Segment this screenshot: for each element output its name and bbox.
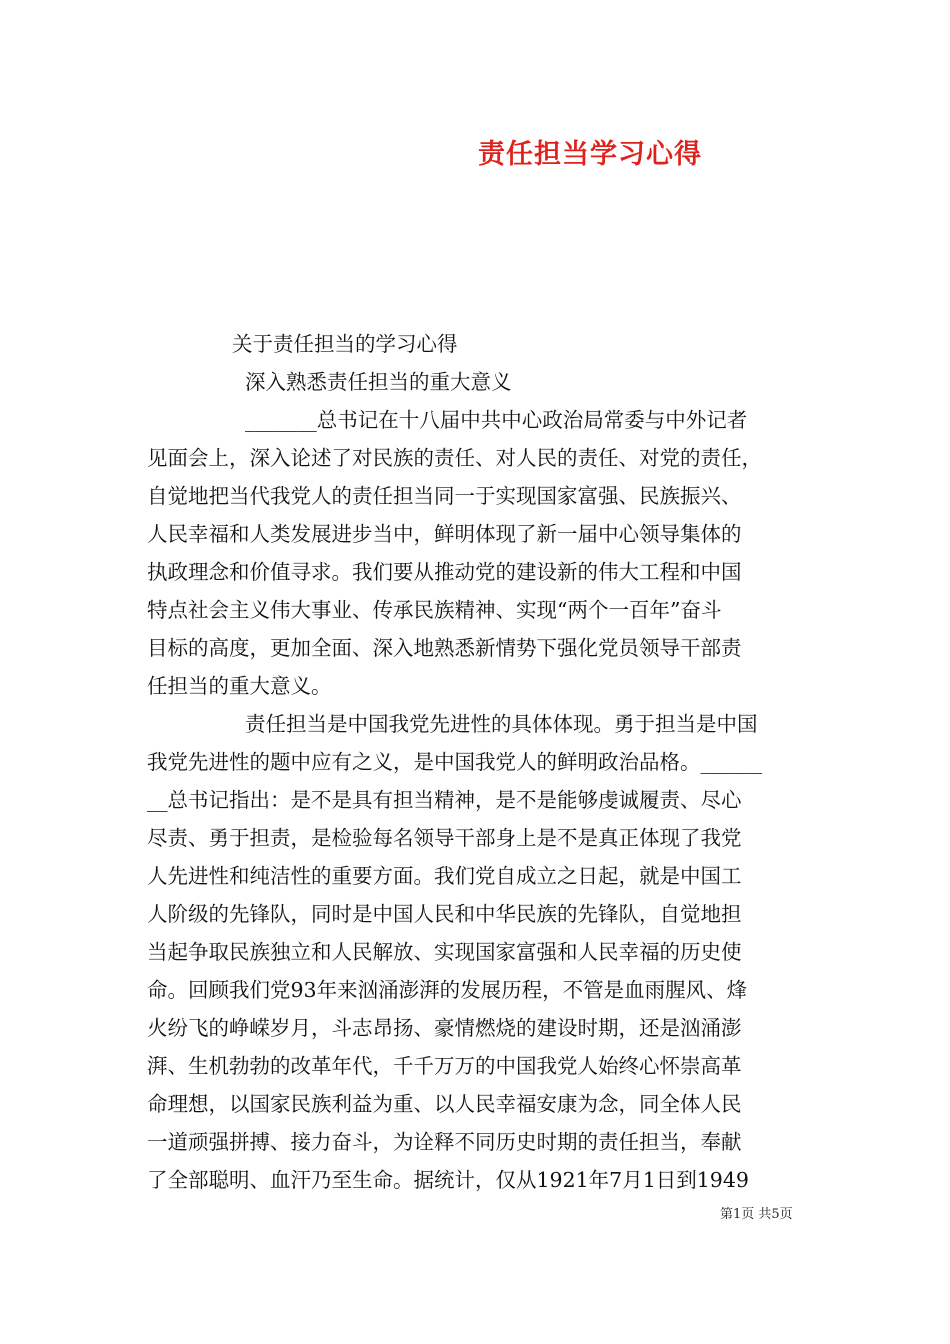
body-line: 目标的高度，更加全面、深入地熟悉新情势下强化党员领导干部责: [147, 636, 742, 660]
body-line: 任担当的重大意义。: [147, 674, 332, 698]
document-title: 责任担当学习心得: [478, 139, 702, 170]
body-line: 火纷飞的峥嵘岁月，斗志昂扬、豪情燃烧的建设时期，还是汹涌澎: [147, 1016, 742, 1040]
body-line: 湃、生机勃勃的改革年代，千千万万的中国我党人始终心怀崇高革: [147, 1054, 742, 1078]
body-line: 执政理念和价值寻求。我们要从推动党的建设新的伟大工程和中国: [147, 560, 742, 584]
body-line: 命理想，以国家民族利益为重、以人民幸福安康为念，同全体人民: [147, 1092, 742, 1116]
body-line: 命。回顾我们党93年来汹涌澎湃的发展历程，不管是血雨腥风、烽: [147, 978, 748, 1002]
body-line: __总书记指出：是不是具有担当精神，是不是能够虔诚履责、尽心: [147, 788, 742, 812]
body-line: 见面会上，深入论述了对民族的责任、对人民的责任、对党的责任，: [147, 446, 762, 470]
body-line: 人民幸福和人类发展进步当中，鲜明体现了新一届中心领导集体的: [147, 522, 742, 546]
body-line: 我党先进性的题中应有之义，是中国我党人的鲜明政治品格。______: [147, 750, 762, 774]
section-heading: 深入熟悉责任担当的重大意义: [245, 370, 512, 394]
body-line: 责任担当是中国我党先进性的具体体现。勇于担当是中国: [245, 712, 758, 736]
body-line: 一道顽强拼搏、接力奋斗，为诠释不同历史时期的责任担当，奉献: [147, 1130, 742, 1154]
body-line: 当起争取民族独立和人民解放、实现国家富强和人民幸福的历史使: [147, 940, 742, 964]
document-subtitle: 关于责任担当的学习心得: [232, 332, 458, 356]
body-line: 了全部聪明、血汗乃至生命。据统计，仅从1921年7月1日到1949: [147, 1168, 749, 1192]
body-line: 尽责、勇于担责，是检验每名领导干部身上是不是真正体现了我党: [147, 826, 742, 850]
body-line: 人阶级的先锋队，同时是中国人民和中华民族的先锋队，自觉地担: [147, 902, 742, 926]
body-line: 人先进性和纯洁性的重要方面。我们党自成立之日起，就是中国工: [147, 864, 742, 888]
page-number: 第1页 共5页: [720, 1207, 793, 1222]
body-line: 自觉地把当代我党人的责任担当同一于实现国家富强、民族振兴、: [147, 484, 742, 508]
body-line: 特点社会主义伟大事业、传承民族精神、实现“两个一百年”奋斗: [147, 598, 722, 622]
body-line: _______总书记在十八届中共中心政治局常委与中外记者: [245, 408, 748, 432]
